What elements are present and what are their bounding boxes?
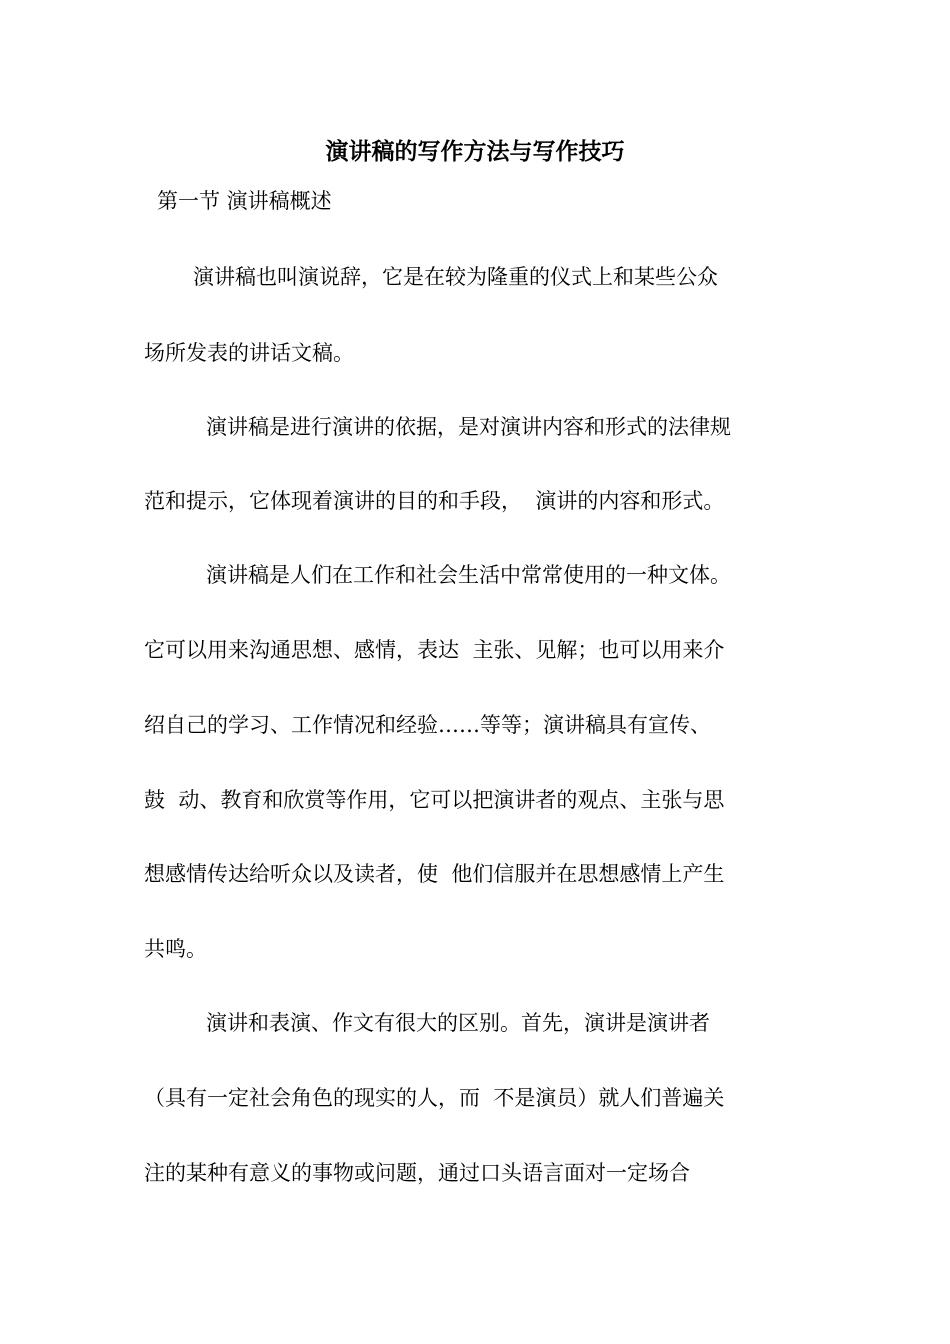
paragraph-line: 鼓 动、教育和欣赏等作用，它可以把演讲者的观点、主张与思 xyxy=(144,788,725,812)
paragraph-line: 范和提示，它体现着演讲的目的和手段， 演讲的内容和形式。 xyxy=(144,489,725,513)
paragraph-line: 场所发表的讲话文稿。 xyxy=(144,341,354,365)
paragraph-line: 演讲稿是人们在工作和社会生活中常常使用的一种文体。 xyxy=(206,563,731,587)
paragraph-line: 它可以用来沟通思想、感情，表达 主张、见解；也可以用来介 xyxy=(144,638,725,662)
paragraph-line: 绍自己的学习、工作情况和经验……等等；演讲稿具有宣传、 xyxy=(144,713,711,737)
paragraph-line: 演讲稿也叫演说辞，它是在较为隆重的仪式上和某些公众 xyxy=(193,265,718,289)
paragraph-line: （具有一定社会角色的现实的人，而 不是演员）就人们普遍关 xyxy=(144,1086,725,1110)
paragraph-line: 演讲和表演、作文有很大的区别。首先，演讲是演讲者 xyxy=(206,1011,710,1035)
paragraph-line: 注的某种有意义的事物或问题，通过口头语言面对一定场合 xyxy=(144,1161,690,1185)
paragraph-line: 想感情传达给听众以及读者，使 他们信服并在思想感情上产生 xyxy=(144,862,725,886)
section-heading: 第一节 演讲稿概述 xyxy=(157,189,332,213)
paragraph-line: 共鸣。 xyxy=(144,937,207,961)
paragraph-line: 演讲稿是进行演讲的依据，是对演讲内容和形式的法律规 xyxy=(206,415,731,439)
document-title: 演讲稿的写作方法与写作技巧 xyxy=(325,138,625,165)
